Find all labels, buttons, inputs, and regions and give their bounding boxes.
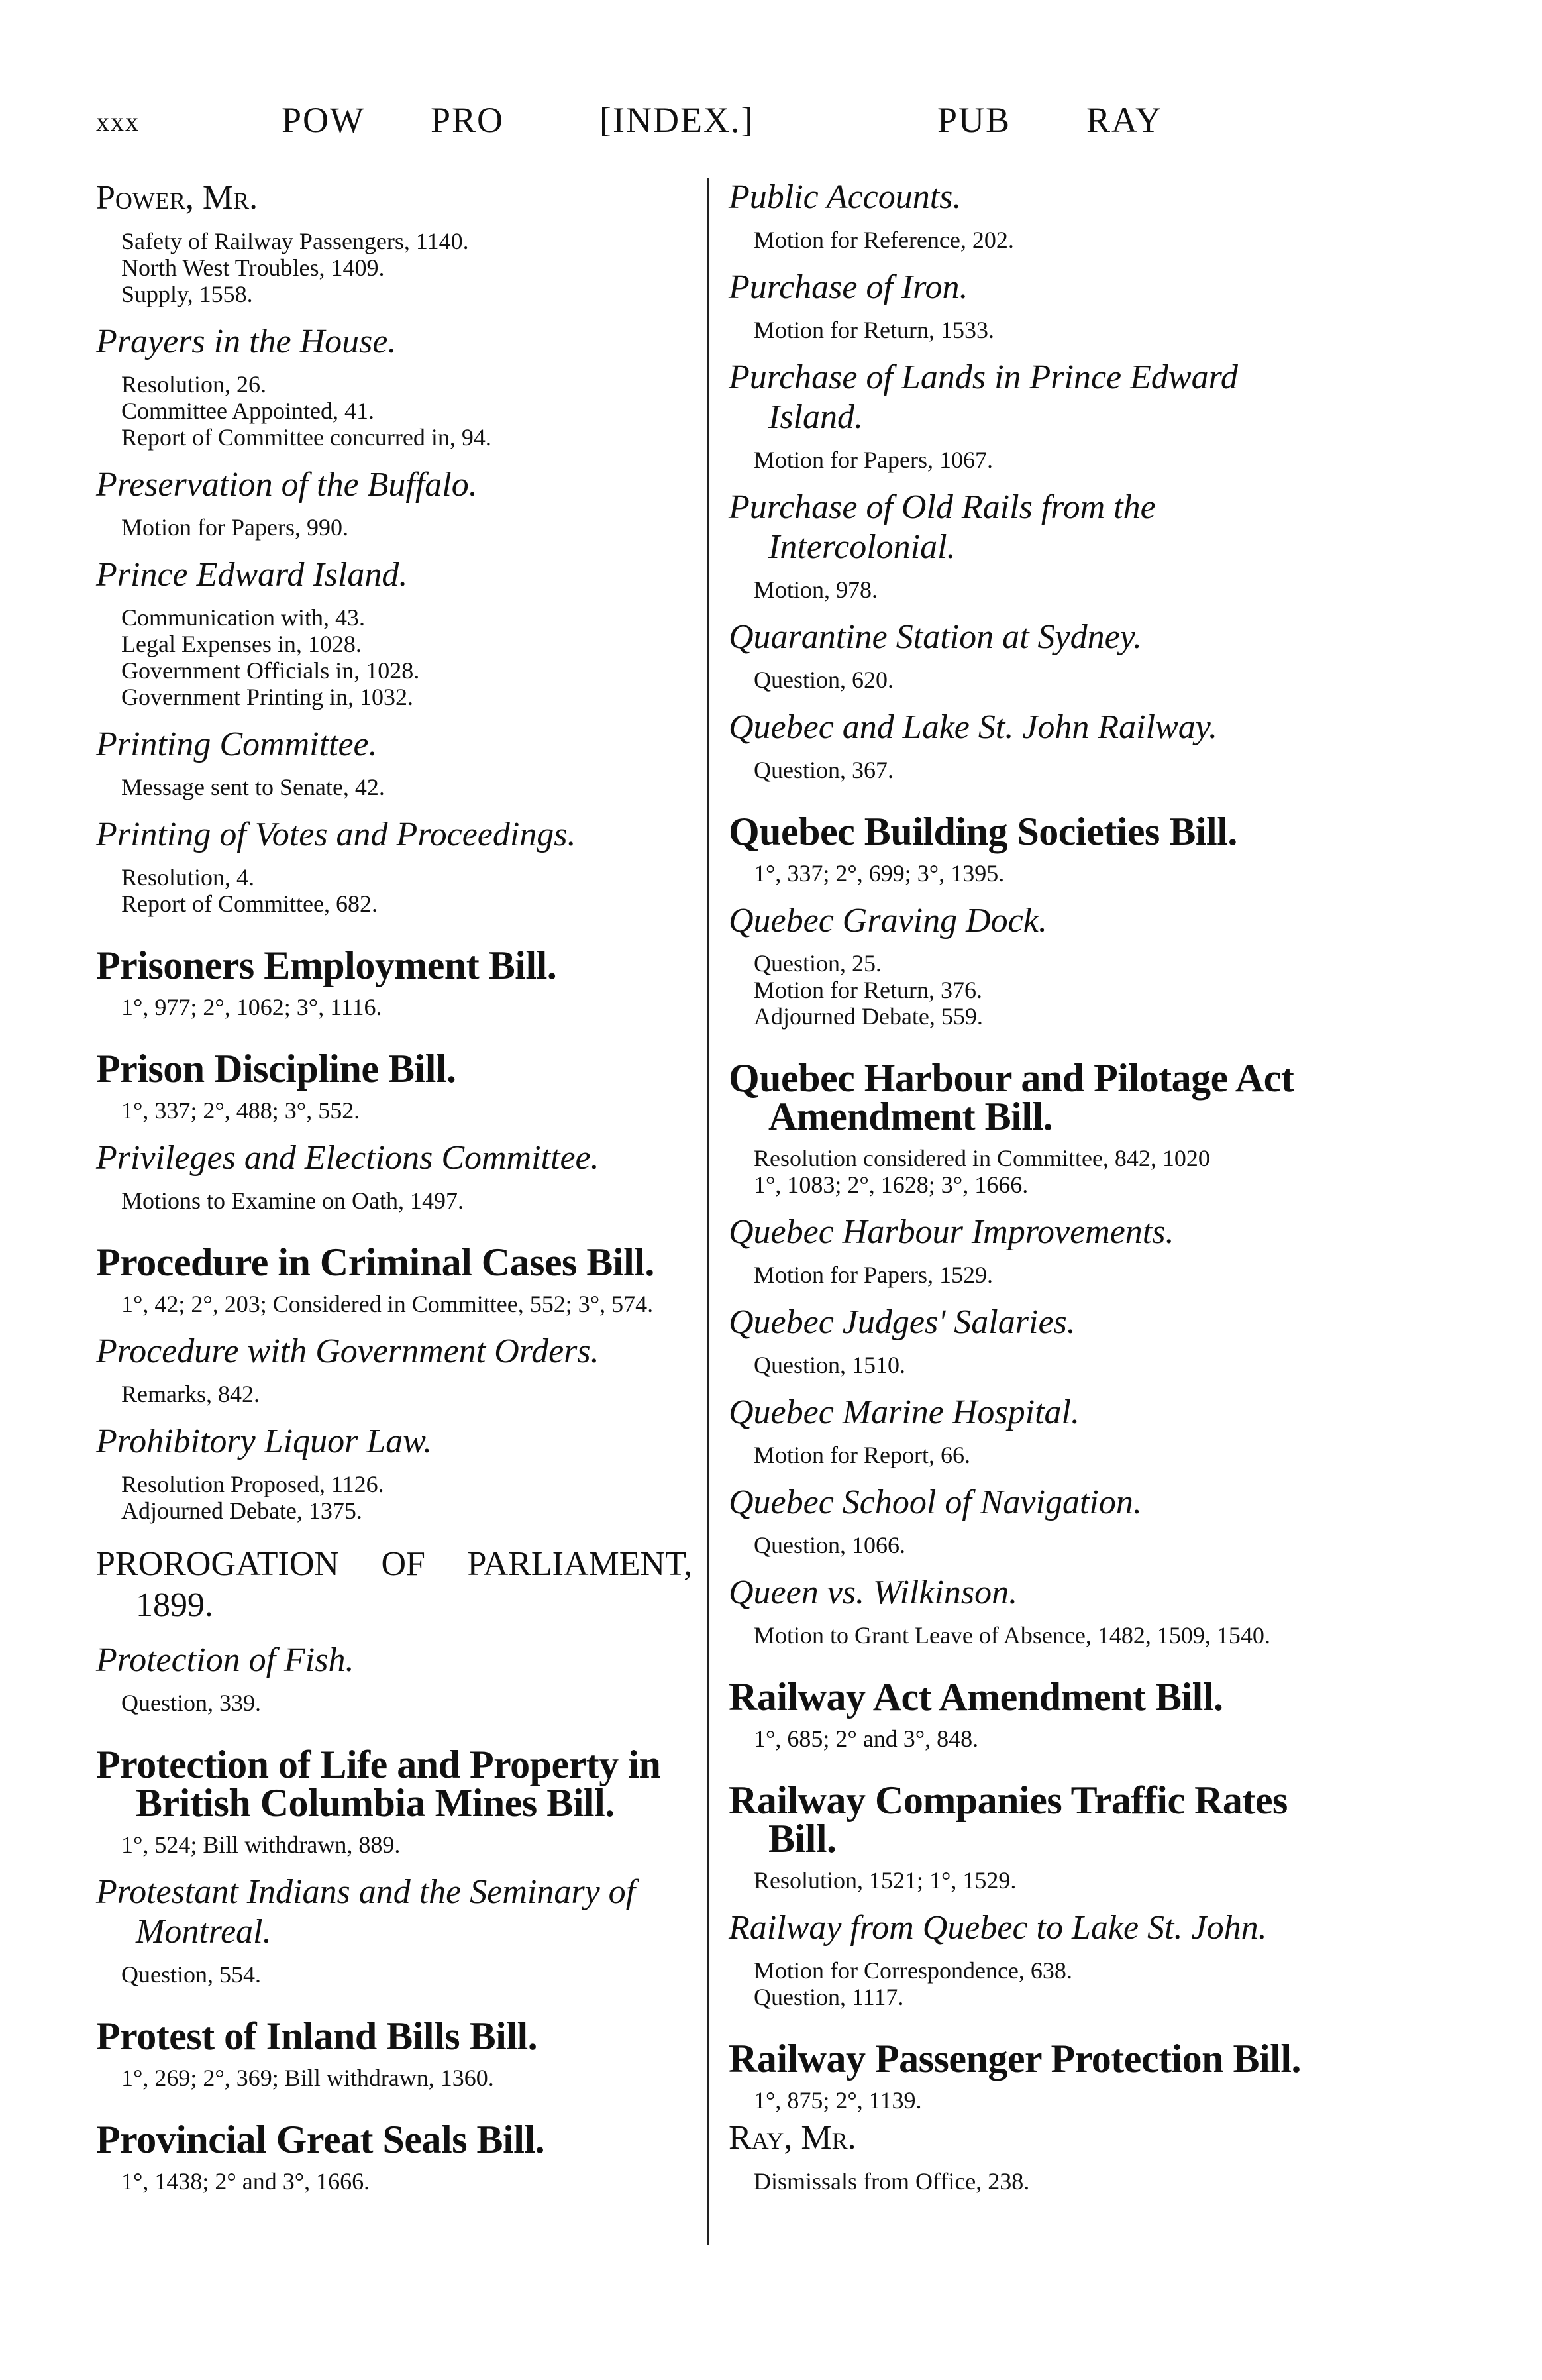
index-subentry: 1°, 269; 2°, 369; Bill withdrawn, 1360.: [121, 2065, 494, 2091]
index-subentry: Resolution, 1521; 1°, 1529.: [754, 1867, 1017, 1894]
index-subentry: 1°, 337; 2°, 488; 3°, 552.: [121, 1097, 360, 1124]
index-heading: Prince Edward Island.: [96, 556, 408, 594]
index-entry: [96, 1332, 692, 1407]
index-entry: [96, 1047, 692, 1124]
index-heading: PROROGATION OF PARLIAMENT, 1899.: [96, 1545, 692, 1624]
index-subentry: Motions to Examine on Oath, 1497.: [121, 1187, 464, 1214]
index-entry: [729, 812, 1335, 887]
index-subentry: Motion for Return, 376.: [754, 977, 982, 1003]
index-heading: Queen vs. Wilkinson.: [729, 1574, 1018, 1611]
index-heading: Preservation of the Buffalo.: [96, 466, 478, 504]
header-index-label: [INDEX.]: [599, 100, 754, 140]
index-subentry: Motion for Papers, 990.: [121, 514, 348, 541]
index-subentry: Question, 25.: [754, 950, 882, 977]
index-heading: Quebec Harbour and Pilotage Act Amendment Bill.: [729, 1056, 1294, 1138]
right-column: [729, 178, 1335, 2194]
header-range2-start: PUB: [937, 100, 1011, 140]
index-heading: Quebec School of Navigation.: [729, 1484, 1142, 1521]
index-entry: [729, 1778, 1335, 1894]
index-subentry: Motion to Grant Leave of Absence, 1482, 1509, 1540.: [754, 1622, 1270, 1649]
index-heading: Protestant Indians and the Seminary of Montreal.: [96, 1873, 636, 1951]
index-subentry: 1°, 685; 2° and 3°, 848.: [754, 1725, 979, 1752]
index-subentry: Message sent to Senate, 42.: [121, 774, 385, 800]
index-subentry: Motion for Correspondence, 638.: [754, 1957, 1072, 1984]
index-heading: Railway Passenger Protection Bill.: [729, 2037, 1302, 2081]
index-entry: [96, 2014, 692, 2091]
index-entry: [96, 1641, 692, 1716]
index-subentry: Supply, 1558.: [121, 281, 253, 307]
index-subentry: Adjourned Debate, 1375.: [121, 1497, 362, 1524]
header-range2-end: RAY: [1086, 100, 1163, 140]
index-entry: [729, 901, 1335, 1030]
index-subentry: Resolution, 4.: [121, 864, 255, 891]
index-entry: [729, 1303, 1335, 1378]
index-heading: Prisoners Employment Bill.: [96, 944, 557, 987]
index-entry: [96, 2120, 692, 2194]
index-entry: [96, 1544, 692, 1626]
index-subentry: Resolution considered in Committee, 842, 1020: [754, 1145, 1210, 1171]
index-subentry: Report of Committee concurred in, 94.: [121, 424, 491, 451]
index-entry: [729, 1675, 1335, 1752]
index-entry: [729, 358, 1335, 473]
index-subentry: Report of Committee, 682.: [121, 891, 378, 917]
index-heading: Prayers in the House.: [96, 323, 397, 360]
index-subentry: Motion for Return, 1533.: [754, 317, 994, 343]
index-entry: [729, 1213, 1335, 1288]
index-heading: Prison Discipline Bill.: [96, 1047, 456, 1091]
index-entry: [729, 268, 1335, 343]
index-subentry: 1°, 1083; 2°, 1628; 3°, 1666.: [754, 1171, 1029, 1198]
index-subentry: Resolution Proposed, 1126.: [121, 1471, 384, 1497]
index-subentry: Government Printing in, 1032.: [121, 684, 413, 710]
index-entry: [96, 1138, 692, 1214]
index-heading: Quebec Graving Dock.: [729, 902, 1047, 940]
index-heading: Printing of Votes and Proceedings.: [96, 816, 576, 853]
index-entry: [96, 1745, 692, 1858]
index-subentry: Question, 367.: [754, 757, 894, 783]
index-subentry: Motion for Papers, 1529.: [754, 1262, 993, 1288]
index-subentry: Motion for Report, 66.: [754, 1442, 970, 1468]
index-subentry: 1°, 875; 2°, 1139.: [754, 2087, 922, 2114]
index-entry: [96, 322, 692, 451]
index-heading: Purchase of Old Rails from the Intercolonial.: [729, 488, 1156, 566]
index-subentry: 1°, 42; 2°, 203; Considered in Committee, 552; 3°, 574.: [121, 1291, 654, 1317]
index-entry: [96, 178, 692, 307]
index-subentry: Question, 1510.: [754, 1352, 905, 1378]
index-subentry: Motion, 978.: [754, 576, 878, 603]
index-subentry: Question, 620.: [754, 667, 894, 693]
index-entry: [729, 178, 1335, 253]
index-heading: Railway from Quebec to Lake St. John.: [729, 1909, 1267, 1947]
index-heading: Quebec and Lake St. John Railway.: [729, 708, 1217, 746]
index-subentry: Adjourned Debate, 559.: [754, 1003, 983, 1030]
index-heading: Ray, Mr.: [729, 2119, 856, 2157]
index-entry: [729, 1483, 1335, 1558]
index-subentry: Question, 339.: [121, 1690, 261, 1716]
header-range1-end: PRO: [431, 100, 505, 140]
index-heading: Quarantine Station at Sydney.: [729, 618, 1142, 656]
index-subentry: North West Troubles, 1409.: [121, 254, 385, 281]
index-heading: Quebec Harbour Improvements.: [729, 1213, 1174, 1251]
index-heading: Prohibitory Liquor Law.: [96, 1423, 433, 1460]
index-entry: [729, 618, 1335, 693]
left-column: [96, 178, 692, 2194]
index-entry: [729, 2118, 1335, 2194]
index-entry: [96, 946, 692, 1020]
index-heading: Purchase of Iron.: [729, 268, 968, 306]
index-heading: Railway Companies Traffic Rates Bill.: [729, 1778, 1288, 1861]
index-subentry: Safety of Railway Passengers, 1140.: [121, 228, 469, 254]
index-subentry: 1°, 524; Bill withdrawn, 889.: [121, 1831, 401, 1858]
index-subentry: Committee Appointed, 41.: [121, 398, 374, 424]
index-subentry: Dismissals from Office, 238.: [754, 2168, 1030, 2194]
index-subentry: 1°, 337; 2°, 699; 3°, 1395.: [754, 860, 1005, 887]
index-subentry: 1°, 977; 2°, 1062; 3°, 1116.: [121, 994, 382, 1020]
index-entry: [729, 1056, 1335, 1198]
index-heading: Public Accounts.: [729, 178, 962, 216]
column-divider: [707, 178, 709, 2245]
header-range1-start: POW: [282, 100, 365, 140]
index-entry: [729, 1573, 1335, 1649]
index-entry: [96, 815, 692, 917]
index-entry: [96, 1422, 692, 1524]
index-subentry: Remarks, 842.: [121, 1381, 260, 1407]
index-heading: Procedure in Criminal Cases Bill.: [96, 1240, 654, 1284]
index-subentry: Resolution, 26.: [121, 371, 267, 398]
index-entry: [729, 1393, 1335, 1468]
running-header: [96, 99, 1461, 152]
index-heading: Quebec Marine Hospital.: [729, 1393, 1080, 1431]
index-subentry: 1°, 1438; 2° and 3°, 1666.: [121, 2168, 370, 2194]
index-heading: Protection of Fish.: [96, 1641, 354, 1679]
index-subentry: Question, 554.: [121, 1961, 261, 1988]
index-subentry: Motion for Papers, 1067.: [754, 447, 993, 473]
index-entry: [729, 1908, 1335, 2010]
index-subentry: Question, 1117.: [754, 1984, 904, 2010]
index-heading: Printing Committee.: [96, 726, 378, 763]
index-entry: [96, 1240, 692, 1317]
index-entry: [729, 488, 1335, 603]
index-heading: Procedure with Government Orders.: [96, 1332, 599, 1370]
index-heading: Power, Mr.: [96, 179, 258, 217]
index-entry: [96, 725, 692, 800]
index-entry: [96, 555, 692, 710]
index-entry: [729, 708, 1335, 783]
index-heading: Quebec Judges' Salaries.: [729, 1303, 1076, 1341]
index-subentry: Motion for Reference, 202.: [754, 227, 1014, 253]
index-heading: Privileges and Elections Committee.: [96, 1139, 599, 1177]
page-number: xxx: [96, 107, 140, 136]
index-entry: [96, 1872, 692, 1988]
index-heading: Protection of Life and Property in British Columbia Mines Bill.: [96, 1743, 661, 1825]
index-subentry: Question, 1066.: [754, 1532, 905, 1558]
index-heading: Railway Act Amendment Bill.: [729, 1675, 1223, 1719]
index-subentry: Government Officials in, 1028.: [121, 657, 420, 684]
index-entry: [729, 2039, 1335, 2114]
index-heading: Protest of Inland Bills Bill.: [96, 2014, 538, 2058]
index-entry: [96, 465, 692, 541]
index-heading: Quebec Building Societies Bill.: [729, 810, 1237, 853]
index-heading: Provincial Great Seals Bill.: [96, 2118, 545, 2161]
index-subentry: Communication with, 43.: [121, 604, 365, 631]
index-heading: Purchase of Lands in Prince Edward Island.: [729, 358, 1238, 436]
index-subentry: Legal Expenses in, 1028.: [121, 631, 362, 657]
